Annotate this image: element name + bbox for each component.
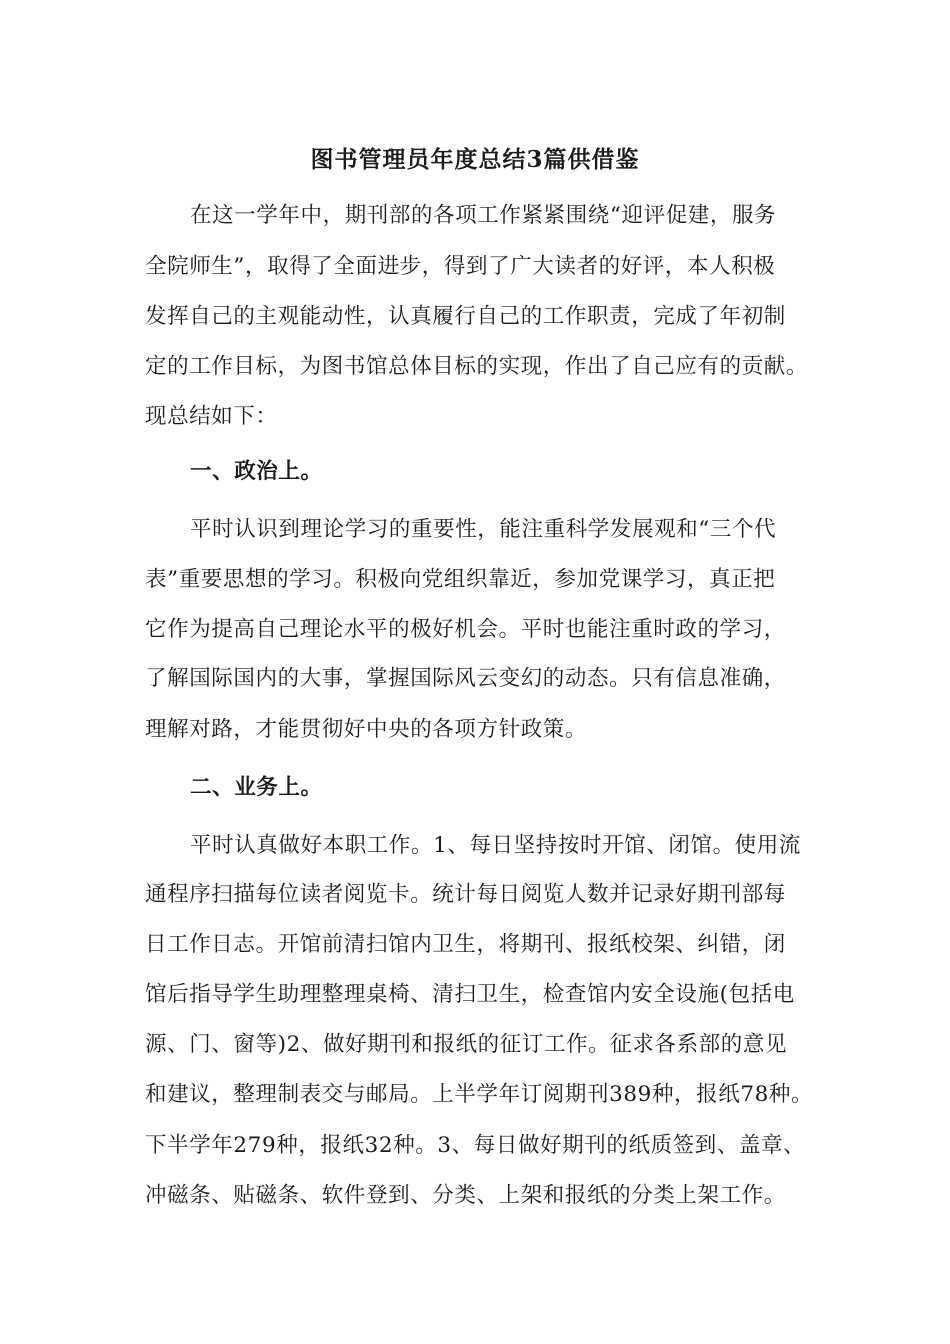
politics-line-2: 表”重要思想的学习。积极向党组织靠近，参加党课学习，真正把 bbox=[145, 567, 776, 592]
business-line-4: 馆后指导学生助理整理桌椅、清扫卫生，检查馆内安全设施(包括电 bbox=[145, 982, 795, 1007]
politics-line-3: 它作为提高自己理论水平的极好机会。平时也能注重时政的学习， bbox=[145, 617, 786, 642]
document-title: 图书管理员年度总结3篇供借鉴 bbox=[310, 146, 640, 173]
politics-line-5: 理解对路，才能贯彻好中央的各项方针政策。 bbox=[145, 717, 588, 742]
business-line-1: 平时认真做好本职工作。1、每日坚持按时开馆、闭馆。使用流 bbox=[190, 833, 801, 858]
business-line-6: 和建议，整理制表交与邮局。上半学年订阅期刊389种，报纸78种。 bbox=[145, 1082, 814, 1107]
politics-line-4: 了解国际国内的大事，掌握国际风云变幻的动态。只有信息准确， bbox=[145, 666, 786, 691]
intro-line-2: 全院师生”，取得了全面进步，得到了广大读者的好评，本人积极 bbox=[145, 254, 776, 279]
intro-line-5: 现总结如下： bbox=[145, 404, 278, 429]
intro-line-3: 发挥自己的主观能动性，认真履行自己的工作职责，完成了年初制 bbox=[145, 304, 786, 329]
business-line-5: 源、门、窗等)2、做好期刊和报纸的征订工作。征求各系部的意见 bbox=[145, 1032, 788, 1057]
politics-line-1: 平时认识到理论学习的重要性，能注重科学发展观和“三个代 bbox=[190, 517, 777, 542]
business-line-3: 日工作日志。开馆前清扫馆内卫生，将期刊、报纸校架、纠错，闭 bbox=[145, 932, 786, 957]
intro-line-1: 在这一学年中，期刊部的各项工作紧紧围绕“迎评促建，服务 bbox=[190, 203, 777, 228]
business-line-7: 下半学年279种，报纸32种。3、每日做好期刊的纸质签到、盖章、 bbox=[145, 1133, 806, 1158]
business-line-8: 冲磁条、贴磁条、软件登到、分类、上架和报纸的分类上架工作。 bbox=[145, 1183, 786, 1208]
section-heading-business: 二、业务上。 bbox=[190, 775, 323, 800]
section-heading-politics: 一、政治上。 bbox=[190, 459, 323, 484]
business-line-2: 通程序扫描每位读者阅览卡。统计每日阅览人数并记录好期刊部每 bbox=[145, 882, 786, 907]
intro-line-4: 定的工作目标，为图书馆总体目标的实现，作出了自己应有的贡献。 bbox=[145, 354, 809, 379]
